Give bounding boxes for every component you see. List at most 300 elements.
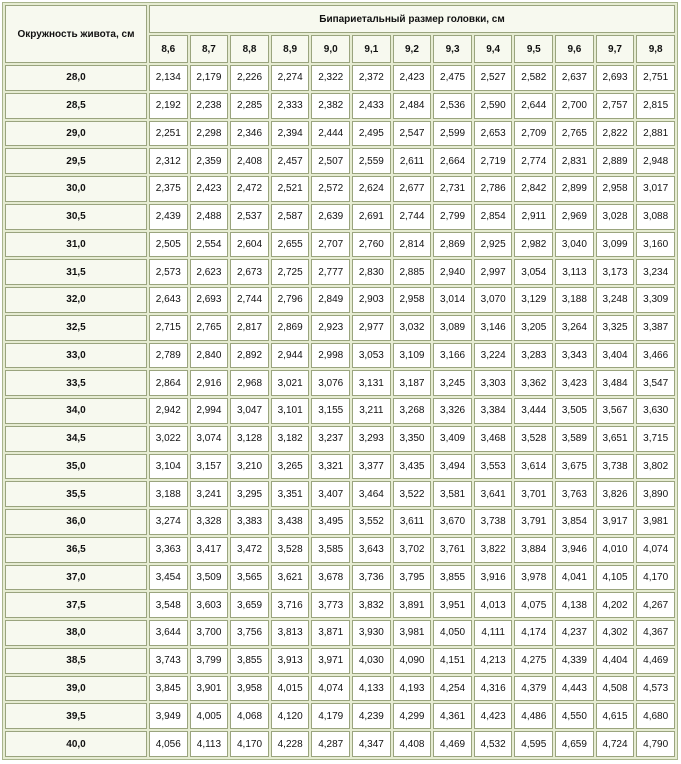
header-row-top [5,5,675,33]
weight-cell: 3,890 [636,481,675,507]
weight-cell: 3,264 [555,315,594,341]
weight-cell: 2,760 [352,232,391,258]
weight-cell: 3,701 [514,481,553,507]
table-row [5,148,675,174]
weight-cell: 4,379 [514,676,553,702]
bpd-column-header: 9,4 [474,35,513,63]
weight-cell: 3,022 [149,426,188,452]
weight-cell: 3,548 [149,592,188,618]
abdominal-circumference-cell: 37,0 [5,565,147,591]
weight-cell: 2,700 [555,93,594,119]
weight-cell: 3,351 [271,481,310,507]
table-row [5,648,675,674]
weight-cell: 2,322 [311,65,350,91]
weight-cell: 2,994 [190,398,229,424]
weight-cell: 2,359 [190,148,229,174]
table-body [5,65,675,757]
weight-cell: 4,170 [230,731,269,757]
weight-cell: 4,041 [555,565,594,591]
bpd-column-header: 9,1 [352,35,391,63]
weight-cell: 3,700 [190,620,229,646]
weight-cell: 3,464 [352,481,391,507]
weight-cell: 2,382 [311,93,350,119]
weight-cell: 4,287 [311,731,350,757]
weight-cell: 4,347 [352,731,391,757]
abdominal-circumference-cell: 35,5 [5,481,147,507]
weight-cell: 3,630 [636,398,675,424]
weight-cell: 3,157 [190,454,229,480]
abdominal-circumference-cell: 30,5 [5,204,147,230]
abdominal-circumference-cell: 32,5 [5,315,147,341]
weight-cell: 2,889 [596,148,635,174]
weight-cell: 3,350 [393,426,432,452]
weight-cell: 3,565 [230,565,269,591]
weight-cell: 4,133 [352,676,391,702]
weight-cell: 4,550 [555,703,594,729]
weight-cell: 2,911 [514,204,553,230]
weight-cell: 3,438 [271,509,310,535]
weight-cell: 3,826 [596,481,635,507]
weight-cell: 3,113 [555,259,594,285]
weight-cell: 3,946 [555,537,594,563]
table-row [5,676,675,702]
weight-cell: 2,624 [352,176,391,202]
weight-cell: 4,469 [433,731,472,757]
weight-cell: 3,715 [636,426,675,452]
bpd-column-header: 9,6 [555,35,594,63]
weight-cell: 3,283 [514,343,553,369]
weight-cell: 3,614 [514,454,553,480]
weight-cell: 3,670 [433,509,472,535]
weight-cell: 3,321 [311,454,350,480]
weight-cell: 3,363 [149,537,188,563]
weight-cell: 2,709 [514,121,553,147]
weight-cell: 3,884 [514,537,553,563]
abdominal-circumference-cell: 29,0 [5,121,147,147]
weight-cell: 2,869 [271,315,310,341]
weight-cell: 2,830 [352,259,391,285]
weight-cell: 3,021 [271,370,310,396]
weight-cell: 3,522 [393,481,432,507]
weight-cell: 2,707 [311,232,350,258]
weight-cell: 2,997 [474,259,513,285]
weight-cell: 2,796 [271,287,310,313]
weight-cell: 3,309 [636,287,675,313]
weight-cell: 2,673 [230,259,269,285]
weight-cell: 2,536 [433,93,472,119]
weight-cell: 2,693 [190,287,229,313]
weight-cell: 4,404 [596,648,635,674]
weight-cell: 3,182 [271,426,310,452]
weight-cell: 3,466 [636,343,675,369]
weight-cell: 3,641 [474,481,513,507]
weight-cell: 3,328 [190,509,229,535]
weight-cell: 3,040 [555,232,594,258]
weight-cell: 3,659 [230,592,269,618]
weight-cell: 3,234 [636,259,675,285]
weight-cell: 3,763 [555,481,594,507]
weight-cell: 3,901 [190,676,229,702]
bpd-column-header: 8,7 [190,35,229,63]
weight-cell: 2,774 [514,148,553,174]
weight-cell: 3,822 [474,537,513,563]
weight-cell: 4,443 [555,676,594,702]
weight-cell: 3,377 [352,454,391,480]
weight-cell: 3,146 [474,315,513,341]
weight-cell: 4,339 [555,648,594,674]
abdominal-circumference-cell: 36,5 [5,537,147,563]
weight-cell: 3,188 [149,481,188,507]
weight-cell: 3,855 [433,565,472,591]
table-row [5,121,675,147]
weight-cell: 2,786 [474,176,513,202]
weight-cell: 2,423 [190,176,229,202]
weight-cell: 3,756 [230,620,269,646]
weight-cell: 3,981 [636,509,675,535]
weight-cell: 4,361 [433,703,472,729]
weight-cell: 2,982 [514,232,553,258]
table-row [5,343,675,369]
weight-cell: 2,744 [393,204,432,230]
weight-cell: 3,454 [149,565,188,591]
bpd-column-header: 9,2 [393,35,432,63]
abdominal-circumference-cell: 40,0 [5,731,147,757]
weight-cell: 3,738 [596,454,635,480]
weight-cell: 2,765 [190,315,229,341]
abdominal-circumference-cell: 36,0 [5,509,147,535]
weight-cell: 3,716 [271,592,310,618]
weight-cell: 3,404 [596,343,635,369]
weight-cell: 2,925 [474,232,513,258]
weight-cell: 3,210 [230,454,269,480]
weight-cell: 2,192 [149,93,188,119]
weight-cell: 3,188 [555,287,594,313]
abdominal-circumference-cell: 34,0 [5,398,147,424]
abdominal-circumference-cell: 39,5 [5,703,147,729]
weight-cell: 4,074 [636,537,675,563]
weight-cell: 2,969 [555,204,594,230]
weight-cell: 3,891 [393,592,432,618]
table-row [5,426,675,452]
weight-cell: 3,509 [190,565,229,591]
weight-cell: 2,537 [230,204,269,230]
weight-cell: 2,885 [393,259,432,285]
weight-cell: 3,014 [433,287,472,313]
weight-cell: 3,326 [433,398,472,424]
weight-cell: 2,854 [474,204,513,230]
weight-cell: 2,495 [352,121,391,147]
weight-cell: 3,958 [230,676,269,702]
weight-cell: 2,457 [271,148,310,174]
weight-cell: 3,423 [555,370,594,396]
weight-cell: 3,981 [393,620,432,646]
weight-cell: 2,521 [271,176,310,202]
weight-cell: 2,298 [190,121,229,147]
weight-cell: 2,693 [596,65,635,91]
weight-cell: 3,076 [311,370,350,396]
weight-cell: 2,507 [311,148,350,174]
weight-cell: 3,387 [636,315,675,341]
weight-cell: 2,777 [311,259,350,285]
weight-cell: 3,971 [311,648,350,674]
weight-cell: 2,664 [433,148,472,174]
weight-cell: 2,948 [636,148,675,174]
weight-cell: 2,554 [190,232,229,258]
weight-cell: 3,791 [514,509,553,535]
table-row [5,259,675,285]
weight-cell: 4,254 [433,676,472,702]
weight-cell: 3,832 [352,592,391,618]
weight-cell: 3,678 [311,565,350,591]
weight-cell: 4,790 [636,731,675,757]
abdominal-circumference-cell: 28,5 [5,93,147,119]
weight-cell: 2,599 [433,121,472,147]
weight-cell: 3,567 [596,398,635,424]
weight-cell: 4,267 [636,592,675,618]
weight-cell: 4,179 [311,703,350,729]
weight-cell: 3,951 [433,592,472,618]
weight-cell: 3,494 [433,454,472,480]
weight-cell: 2,944 [271,343,310,369]
weight-cell: 2,285 [230,93,269,119]
table-row [5,537,675,563]
weight-cell: 3,802 [636,454,675,480]
weight-cell: 2,998 [311,343,350,369]
weight-cell: 2,881 [636,121,675,147]
weight-cell: 4,151 [433,648,472,674]
weight-cell: 2,444 [311,121,350,147]
weight-cell: 3,245 [433,370,472,396]
weight-cell: 4,013 [474,592,513,618]
weight-cell: 3,187 [393,370,432,396]
weight-cell: 2,842 [514,176,553,202]
weight-cell: 4,302 [596,620,635,646]
table-row [5,509,675,535]
weight-cell: 2,439 [149,204,188,230]
weight-cell: 3,643 [352,537,391,563]
bpd-column-header: 8,8 [230,35,269,63]
table-row [5,93,675,119]
weight-cell: 2,238 [190,93,229,119]
abdominal-circumference-cell: 28,0 [5,65,147,91]
table-row [5,620,675,646]
weight-cell: 4,174 [514,620,553,646]
weight-cell: 3,131 [352,370,391,396]
weight-cell: 3,528 [271,537,310,563]
weight-cell: 4,237 [555,620,594,646]
fetal-weight-table [2,2,678,760]
weight-cell: 4,170 [636,565,675,591]
table-row [5,703,675,729]
weight-cell: 2,488 [190,204,229,230]
weight-cell: 3,917 [596,509,635,535]
weight-cell: 3,913 [271,648,310,674]
weight-cell: 4,724 [596,731,635,757]
weight-cell: 2,849 [311,287,350,313]
weight-cell: 2,958 [393,287,432,313]
weight-cell: 3,274 [149,509,188,535]
weight-cell: 3,505 [555,398,594,424]
weight-cell: 2,817 [230,315,269,341]
weight-cell: 3,384 [474,398,513,424]
weight-cell: 3,813 [271,620,310,646]
weight-cell: 4,367 [636,620,675,646]
weight-cell: 4,193 [393,676,432,702]
bpd-group-header: Бипариетальный размер головки, см [149,5,675,33]
abdominal-circumference-cell: 37,5 [5,592,147,618]
weight-cell: 4,113 [190,731,229,757]
weight-cell: 3,101 [271,398,310,424]
weight-cell: 4,105 [596,565,635,591]
weight-cell: 4,120 [271,703,310,729]
weight-cell: 3,104 [149,454,188,480]
weight-cell: 2,274 [271,65,310,91]
abdominal-circumference-cell: 31,5 [5,259,147,285]
weight-cell: 2,942 [149,398,188,424]
weight-cell: 2,179 [190,65,229,91]
weight-cell: 3,472 [230,537,269,563]
weight-cell: 2,475 [433,65,472,91]
weight-cell: 3,128 [230,426,269,452]
weight-cell: 2,559 [352,148,391,174]
bpd-column-header: 8,6 [149,35,188,63]
abdominal-circumference-cell: 29,5 [5,148,147,174]
abdominal-circumference-cell: 33,0 [5,343,147,369]
weight-cell: 4,015 [271,676,310,702]
weight-cell: 2,587 [271,204,310,230]
weight-cell: 3,589 [555,426,594,452]
weight-cell: 2,725 [271,259,310,285]
weight-cell: 3,237 [311,426,350,452]
weight-cell: 2,572 [311,176,350,202]
weight-cell: 3,675 [555,454,594,480]
weight-cell: 3,160 [636,232,675,258]
weight-cell: 2,757 [596,93,635,119]
weight-cell: 2,899 [555,176,594,202]
weight-cell: 2,765 [555,121,594,147]
weight-cell: 3,211 [352,398,391,424]
weight-cell: 3,799 [190,648,229,674]
weight-cell: 2,573 [149,259,188,285]
weight-cell: 3,047 [230,398,269,424]
weight-cell: 2,505 [149,232,188,258]
weight-cell: 2,869 [433,232,472,258]
abdominal-circumference-cell: 34,5 [5,426,147,452]
weight-cell: 4,228 [271,731,310,757]
abdominal-circumference-cell: 31,0 [5,232,147,258]
weight-cell: 4,075 [514,592,553,618]
weight-cell: 2,623 [190,259,229,285]
weight-cell: 2,611 [393,148,432,174]
weight-cell: 3,099 [596,232,635,258]
weight-cell: 3,743 [149,648,188,674]
weight-cell: 2,582 [514,65,553,91]
weight-cell: 4,090 [393,648,432,674]
weight-cell: 3,581 [433,481,472,507]
table-row [5,592,675,618]
weight-cell: 4,005 [190,703,229,729]
weight-cell: 3,295 [230,481,269,507]
weight-cell: 3,761 [433,537,472,563]
abdominal-circumference-cell: 35,0 [5,454,147,480]
weight-cell: 2,864 [149,370,188,396]
weight-cell: 3,224 [474,343,513,369]
bpd-column-header: 9,0 [311,35,350,63]
weight-cell: 3,241 [190,481,229,507]
weight-cell: 3,738 [474,509,513,535]
weight-cell: 2,134 [149,65,188,91]
table-row [5,65,675,91]
weight-cell: 3,495 [311,509,350,535]
weight-cell: 3,552 [352,509,391,535]
weight-cell: 4,299 [393,703,432,729]
weight-cell: 4,010 [596,537,635,563]
weight-cell: 2,653 [474,121,513,147]
weight-cell: 4,486 [514,703,553,729]
weight-cell: 3,205 [514,315,553,341]
weight-cell: 3,845 [149,676,188,702]
abdominal-circumference-cell: 33,5 [5,370,147,396]
weight-cell: 3,855 [230,648,269,674]
bpd-column-header: 9,7 [596,35,635,63]
table-row [5,565,675,591]
bpd-column-header: 9,8 [636,35,675,63]
weight-cell: 2,472 [230,176,269,202]
weight-cell: 3,325 [596,315,635,341]
weight-cell: 3,930 [352,620,391,646]
weight-cell: 2,940 [433,259,472,285]
weight-cell: 2,799 [433,204,472,230]
weight-cell: 2,333 [271,93,310,119]
weight-cell: 2,719 [474,148,513,174]
abdominal-circumference-cell: 32,0 [5,287,147,313]
weight-cell: 2,637 [555,65,594,91]
weight-cell: 3,528 [514,426,553,452]
weight-cell: 3,017 [636,176,675,202]
corner-header: Окружность живота, см [5,5,147,63]
weight-cell: 2,604 [230,232,269,258]
weight-cell: 2,484 [393,93,432,119]
weight-cell: 3,166 [433,343,472,369]
weight-cell: 2,815 [636,93,675,119]
weight-cell: 3,248 [596,287,635,313]
weight-cell: 3,773 [311,592,350,618]
weight-cell: 4,680 [636,703,675,729]
weight-cell: 4,213 [474,648,513,674]
weight-cell: 2,590 [474,93,513,119]
table-row [5,204,675,230]
weight-cell: 2,655 [271,232,310,258]
weight-cell: 4,423 [474,703,513,729]
weight-cell: 3,268 [393,398,432,424]
abdominal-circumference-cell: 38,5 [5,648,147,674]
weight-cell: 2,977 [352,315,391,341]
weight-cell: 3,028 [596,204,635,230]
weight-cell: 4,408 [393,731,432,757]
weight-cell: 2,251 [149,121,188,147]
weight-cell: 2,394 [271,121,310,147]
weight-cell: 4,138 [555,592,594,618]
weight-cell: 3,468 [474,426,513,452]
weight-cell: 3,293 [352,426,391,452]
weight-cell: 2,744 [230,287,269,313]
bpd-column-header: 9,5 [514,35,553,63]
weight-cell: 2,372 [352,65,391,91]
weight-cell: 3,089 [433,315,472,341]
weight-cell: 2,731 [433,176,472,202]
weight-cell: 2,903 [352,287,391,313]
weight-cell: 2,691 [352,204,391,230]
